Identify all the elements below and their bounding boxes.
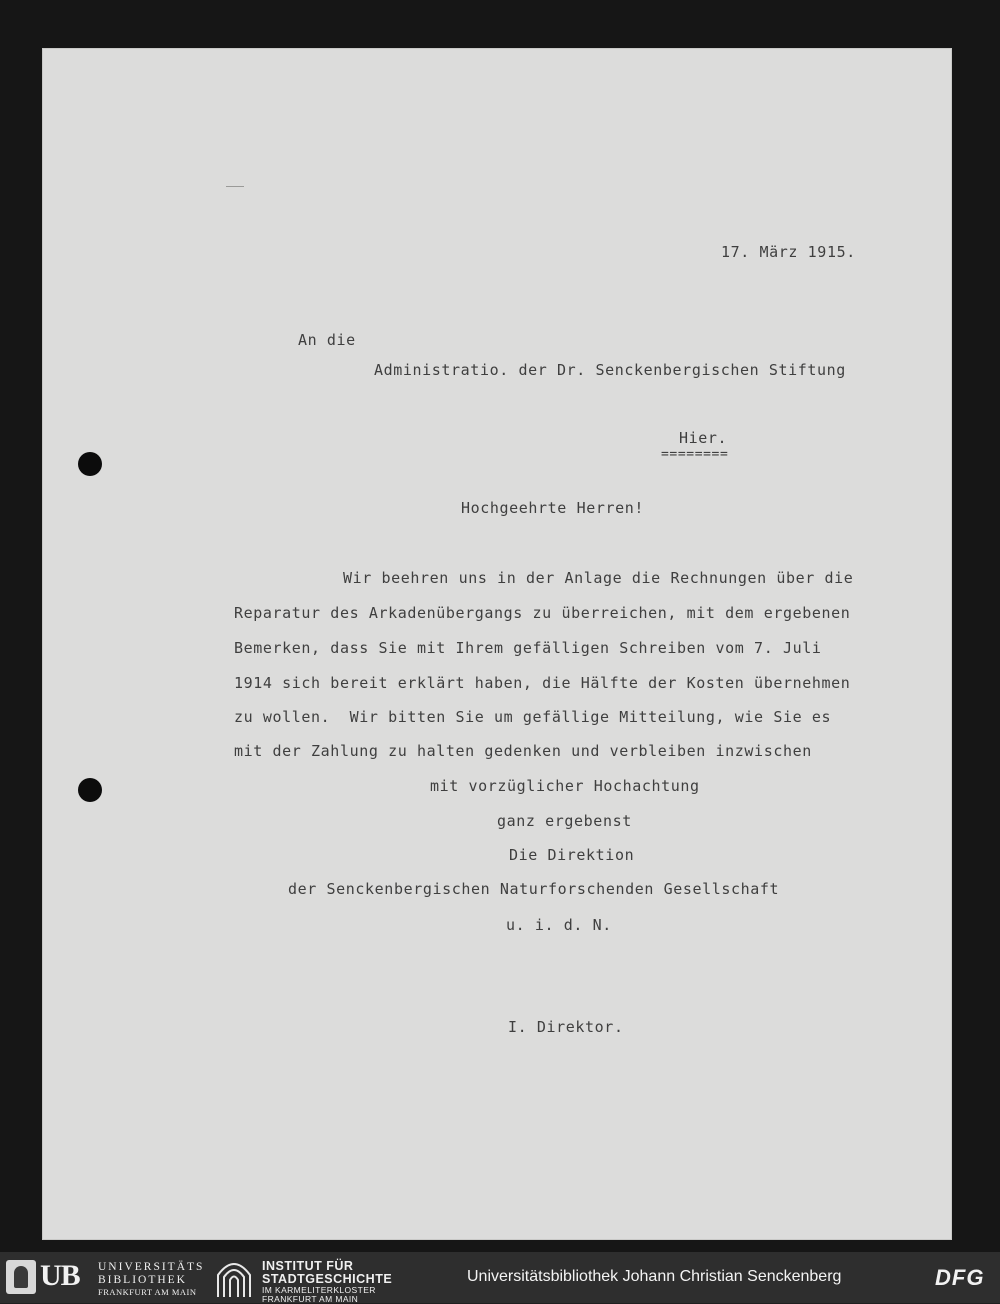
institute-arch-icon <box>214 1259 254 1297</box>
body-line: 1914 sich bereit erklärt haben, die Hälfte der Kosten übernehmen <box>234 674 851 692</box>
letter-date: 17. März 1915. <box>721 243 856 261</box>
viewer-footer <box>0 1252 1000 1303</box>
punch-hole-bottom <box>78 778 102 802</box>
punch-hole-top <box>78 452 102 476</box>
closing-line: ganz ergebenst <box>497 812 632 830</box>
ub-logo-line-1: UNIVERSITÄTS <box>98 1261 205 1273</box>
isg-logo-line-2: STADTGESCHICHTE <box>262 1272 393 1286</box>
salutation: Hochgeehrte Herren! <box>461 499 644 517</box>
body-line: mit der Zahlung zu halten gedenken und verbleiben inzwischen <box>234 742 812 760</box>
closing-line: der Senckenbergischen Naturforschenden Gesellschaft <box>288 880 780 898</box>
place-underline: ======== <box>661 447 729 462</box>
dfg-logo: DFG <box>935 1265 985 1290</box>
closing-line: u. i. d. N. <box>506 916 612 934</box>
signature-line: I. Direktor. <box>508 1018 624 1036</box>
ub-portrait-icon <box>6 1260 36 1294</box>
isg-logo-line-1: INSTITUT FÜR <box>262 1259 354 1273</box>
body-line: Reparatur des Arkadenübergangs zu überreichen, mit dem ergebenen <box>234 604 851 622</box>
ub-logo-line-2: BIBLIOTHEK <box>98 1274 187 1286</box>
recipient-line-2: Administratio. der Dr. Senckenbergischen Stiftung <box>374 361 846 379</box>
place-line: Hier. <box>679 429 728 447</box>
footer-title: Universitätsbibliothek Johann Christian Senckenberg <box>467 1268 842 1285</box>
body-line: Bemerken, dass Sie mit Ihrem gefälligen Schreiben vom 7. Juli <box>234 639 822 657</box>
isg-logo-line-4: FRANKFURT AM MAIN <box>262 1294 359 1304</box>
ub-logo-line-3: FRANKFURT AM MAIN <box>98 1287 197 1297</box>
ub-logo-letters: UB <box>40 1259 80 1292</box>
closing-line: Die Direktion <box>509 846 635 864</box>
closing-line: mit vorzüglicher Hochachtung <box>430 777 700 795</box>
body-line: zu wollen. Wir bitten Sie um gefällige Mitteilung, wie Sie es <box>234 708 832 726</box>
isg-logo-line-3: IM KARMELITERKLOSTER <box>262 1285 376 1295</box>
paper-mark <box>226 186 244 187</box>
recipient-line-1: An die <box>298 331 356 349</box>
body-line: Wir beehren uns in der Anlage die Rechnungen über die <box>343 569 854 587</box>
